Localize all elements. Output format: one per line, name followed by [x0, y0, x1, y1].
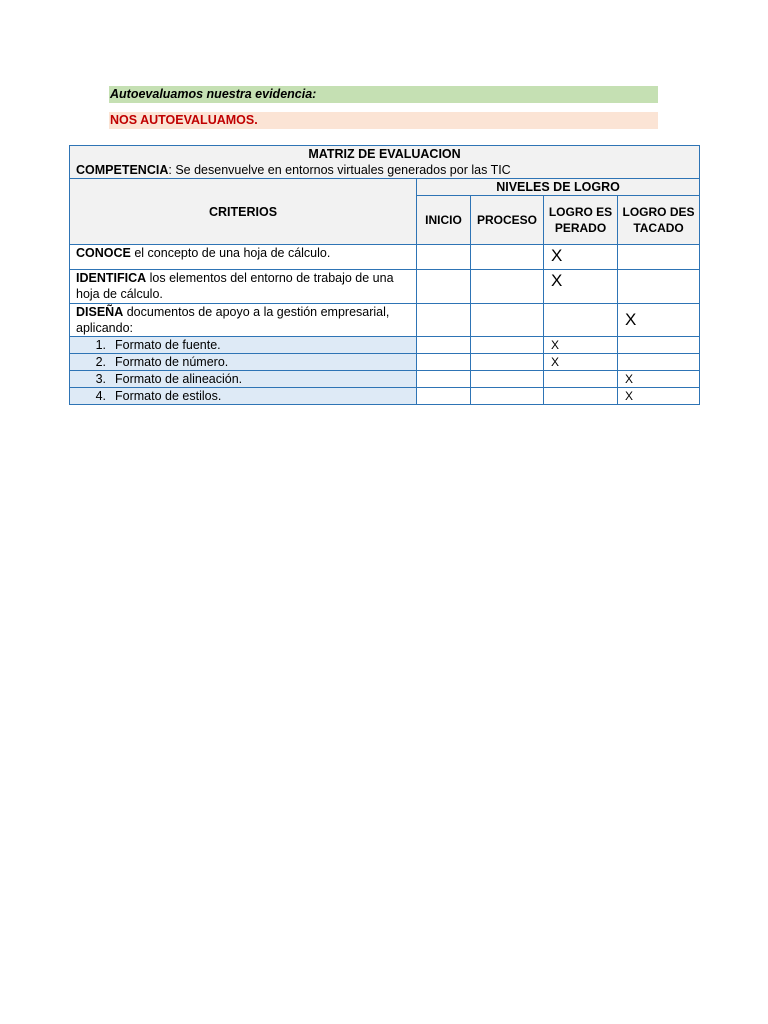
mark-logro-esperado: X: [544, 354, 618, 371]
mark-logro-esperado: [544, 371, 618, 388]
format-item-row: [70, 371, 700, 388]
format-item-row: [70, 354, 700, 371]
criteria-keyword: DISEÑA: [76, 305, 124, 319]
mark-logro-esperado: [544, 304, 618, 337]
format-item-number: 2.: [95, 355, 106, 369]
format-item-number: 3.: [95, 372, 106, 386]
level-header-proceso: PROCESO: [471, 196, 544, 245]
criteria-cell: [70, 304, 417, 337]
niveles-row: [70, 179, 700, 196]
criteria-text: los elementos del entorno de trabajo de una hoja de cálculo.: [76, 271, 394, 301]
criteria-keyword: CONOCE: [76, 246, 131, 260]
mark-proceso: [471, 354, 544, 371]
mark-proceso: [471, 270, 544, 304]
format-item-row: [70, 337, 700, 354]
mark-proceso: [471, 371, 544, 388]
format-item-cell: [70, 354, 417, 371]
competencia-line: [76, 162, 693, 178]
matrix-title-row: [70, 146, 700, 179]
mark-inicio: [417, 388, 471, 405]
mark-logro-destacado: [618, 337, 700, 354]
criteria-row-conoce: [70, 245, 700, 270]
mark-logro-destacado: X: [618, 388, 700, 405]
mark-inicio: [417, 354, 471, 371]
format-item-cell: [70, 388, 417, 405]
mark-logro-esperado: X: [544, 270, 618, 304]
matrix-title: MATRIZ DE EVALUACION: [308, 147, 461, 161]
mark-inicio: [417, 304, 471, 337]
we-self-evaluate-banner: NOS AUTOEVALUAMOS.: [109, 112, 658, 129]
criteria-cell: [70, 245, 417, 270]
mark-logro-destacado: [618, 270, 700, 304]
mark-logro-esperado: [544, 388, 618, 405]
mark-inicio: [417, 245, 471, 270]
format-item-cell: [70, 371, 417, 388]
mark-logro-esperado: X: [544, 337, 618, 354]
matrix-title-cell: [70, 146, 700, 179]
criteria-row-identifica: [70, 270, 700, 304]
format-item-number: 4.: [95, 389, 106, 403]
criteria-text: el concepto de una hoja de cálculo.: [130, 246, 331, 260]
mark-proceso: [471, 337, 544, 354]
format-item-text: Formato de alineación.: [115, 372, 243, 386]
mark-proceso: [471, 304, 544, 337]
mark-proceso: [471, 245, 544, 270]
competencia-label: COMPETENCIA: [76, 163, 169, 177]
level-header-logro-destacado: LOGRO DESTACADO: [618, 196, 700, 245]
format-item-number: 1.: [95, 338, 106, 352]
criteria-keyword: IDENTIFICA: [76, 271, 147, 285]
mark-proceso: [471, 388, 544, 405]
format-item-text: Formato de número.: [115, 355, 229, 369]
format-item-cell: [70, 337, 417, 354]
niveles-header: NIVELES DE LOGRO: [417, 179, 700, 196]
mark-inicio: [417, 371, 471, 388]
mark-logro-destacado: X: [618, 371, 700, 388]
criteria-row-disena: [70, 304, 700, 337]
level-header-logro-esperado: LOGRO ESPERADO: [544, 196, 618, 245]
criterios-header: CRITERIOS: [70, 179, 417, 245]
level-header-inicio: INICIO: [417, 196, 471, 245]
mark-logro-destacado: [618, 354, 700, 371]
format-item-text: Formato de estilos.: [115, 389, 222, 403]
self-evaluation-banner: Autoevaluamos nuestra evidencia:: [109, 86, 658, 103]
mark-logro-destacado: [618, 245, 700, 270]
criteria-cell: [70, 270, 417, 304]
evaluation-matrix: [69, 145, 700, 405]
format-item-text: Formato de fuente.: [115, 338, 221, 352]
mark-inicio: [417, 337, 471, 354]
mark-inicio: [417, 270, 471, 304]
criteria-text: documentos de apoyo a la gestión empresarial, aplicando:: [76, 305, 390, 335]
mark-logro-esperado: X: [544, 245, 618, 270]
format-item-row: [70, 388, 700, 405]
mark-logro-destacado: X: [618, 304, 700, 337]
competencia-text: : Se desenvuelve en entornos virtuales generados por las TIC: [168, 163, 511, 177]
